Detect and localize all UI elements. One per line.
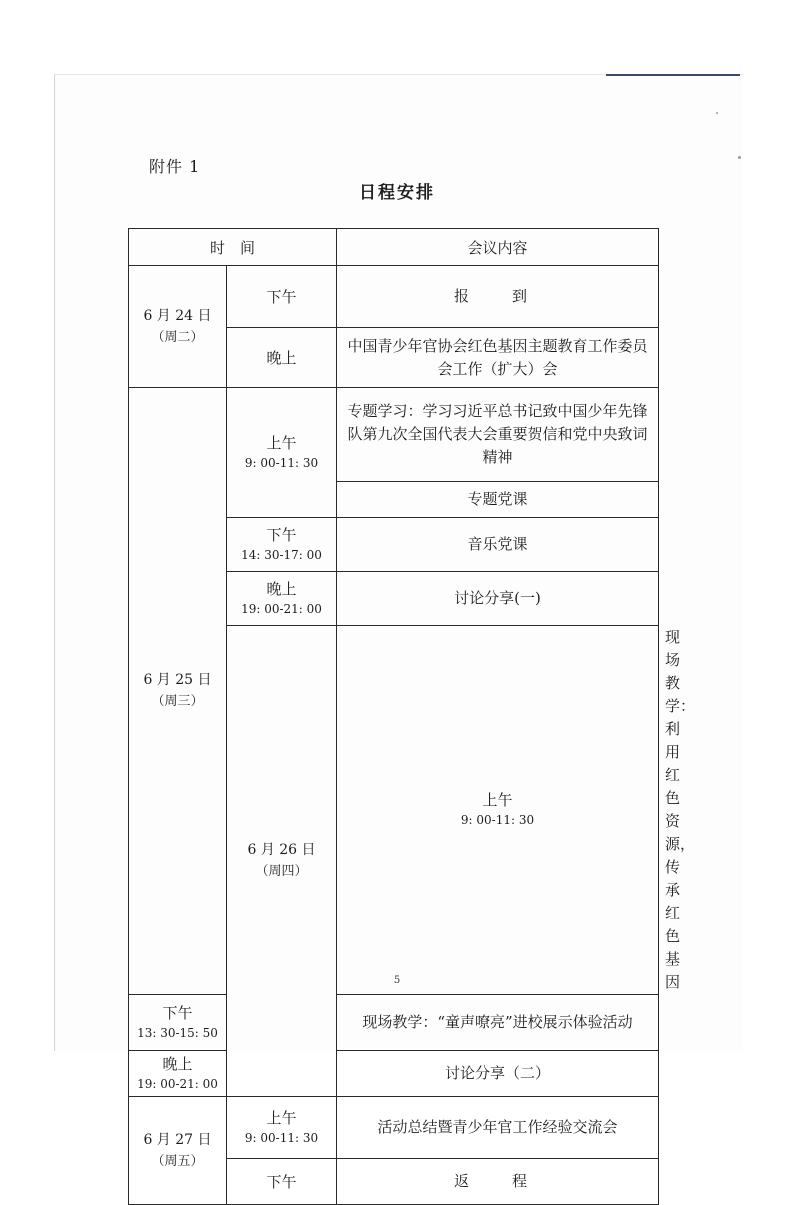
period-label: 下午: [266, 525, 297, 544]
content-cell: 活动总结暨青少年官工作经验交流会: [337, 1097, 659, 1159]
header-time: 时 间: [129, 229, 337, 266]
period-label: 下午: [266, 287, 297, 306]
scan-edge-mark: [606, 74, 740, 76]
table-row: [129, 1097, 659, 1159]
period-cell: [227, 1159, 337, 1205]
period-label: 晚上: [266, 579, 297, 598]
period-time: 9: 00-11: 30: [460, 813, 535, 827]
content-cell: 音乐党课: [337, 518, 659, 572]
period-time: 13: 30-15: 50: [137, 1025, 218, 1040]
period-cell: [227, 1097, 337, 1159]
header-content: 会议内容: [337, 229, 659, 266]
period-cell: [227, 328, 337, 388]
content-cell: 中国青少年官协会红色基因主题教育工作委员会工作（扩大）会: [337, 328, 659, 388]
period-cell: [227, 266, 337, 328]
day-date: 6 月 24 日: [143, 307, 212, 324]
scan-speck: [738, 156, 741, 159]
content-cell: 讨论分享(一): [337, 572, 659, 626]
day-weekday: （周四）: [255, 864, 308, 879]
period-cell: [337, 626, 659, 995]
period-cell: [129, 995, 227, 1051]
day-cell: [129, 388, 227, 995]
table-row: [129, 388, 659, 482]
period-time: 19: 00-21: 00: [241, 601, 322, 616]
period-time: 9: 00-11: 30: [244, 1130, 319, 1145]
content-cell: 讨论分享（二）: [337, 1051, 659, 1097]
period-label: 晚上: [266, 348, 297, 367]
period-cell: [227, 518, 337, 572]
period-label: 上午: [482, 791, 513, 809]
table-row: [129, 266, 659, 328]
period-label: 晚上: [162, 1054, 193, 1073]
content-cell: 现场教学：“童声嘹亮”进校展示体验活动: [337, 995, 659, 1051]
attachment-label: 附件 1: [149, 157, 201, 176]
day-cell: [129, 266, 227, 388]
table-row: [129, 995, 659, 1051]
content-cell: 专题党课: [337, 482, 659, 518]
content-cell: 返 程: [337, 1159, 659, 1205]
day-cell: [227, 626, 337, 1097]
period-cell: [129, 1051, 227, 1097]
day-date: 6 月 25 日: [143, 672, 212, 688]
day-weekday: （周三）: [151, 694, 204, 709]
period-time: 19: 00-21: 00: [137, 1076, 218, 1091]
page-number: 5: [393, 975, 401, 986]
period-time: 9: 00-11: 30: [244, 455, 319, 470]
period-label: 上午: [266, 1108, 297, 1127]
day-weekday: （周二）: [151, 329, 204, 345]
content-cell: 报 到: [337, 266, 659, 328]
document-title: 日程安排: [359, 183, 435, 203]
content-cell: 专题学习：学习习近平总书记致中国少年先锋队第九次全国代表大会重要贺信和党中央致词精神: [337, 388, 659, 482]
day-date: 6 月 27 日: [143, 1131, 212, 1148]
period-label: 下午: [162, 1003, 193, 1022]
period-label: 上午: [266, 433, 297, 452]
day-cell: [129, 1097, 227, 1205]
day-date: 6 月 26 日: [247, 842, 316, 858]
schedule-table: [128, 228, 659, 1205]
period-label: 下午: [266, 1172, 297, 1191]
day-weekday: （周五）: [151, 1153, 204, 1169]
period-cell: [227, 572, 337, 626]
scan-speck: [716, 112, 718, 114]
table-header-row: [129, 229, 659, 266]
period-cell: [227, 388, 337, 518]
table-row: [129, 1051, 659, 1097]
period-time: 14: 30-17: 00: [241, 547, 322, 562]
